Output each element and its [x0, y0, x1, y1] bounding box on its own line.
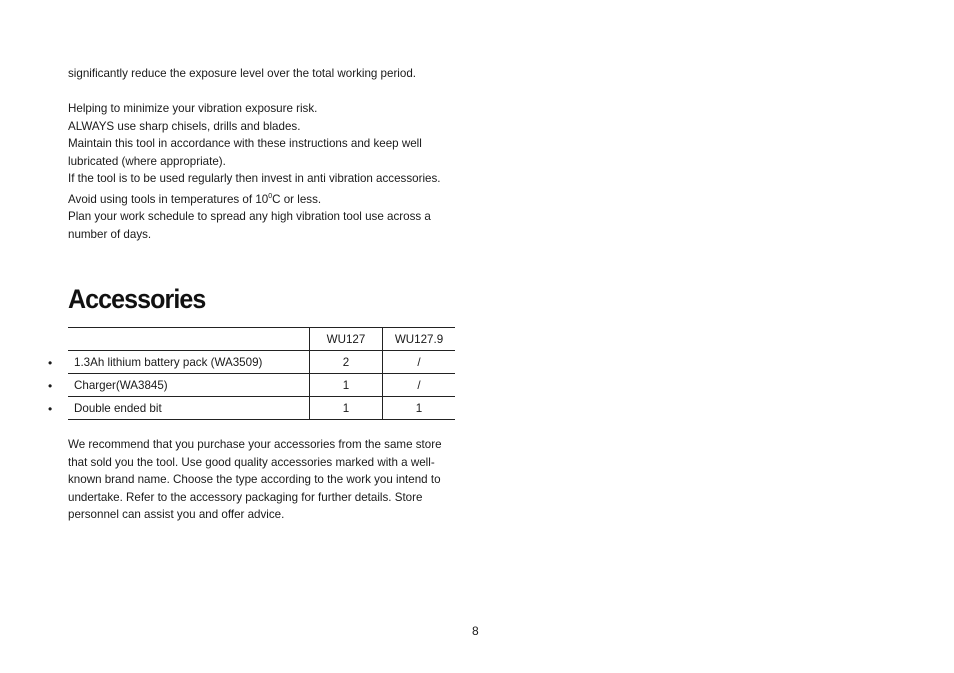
page-number: 8 — [472, 624, 479, 638]
header-cell-wu127: WU127 — [310, 328, 383, 351]
section-title: Accessories — [68, 284, 206, 315]
recommendation-text: We recommend that you purchase your accessories from the same store that sold you the tool. Use good quality accessories marked with a well-known brand name. Choose the type according to the work you intend to undertake. Refer to the accessory packaging for further details. Store personnel can assist you and offer advice. — [68, 438, 442, 522]
degree-sign: 0 — [268, 192, 273, 200]
tip-line: Helping to minimize your vibration exposure risk. — [68, 102, 318, 115]
header-cell-wu1279: WU127.9 — [383, 328, 456, 351]
intro-text: significantly reduce the exposure level over the total working period. — [68, 67, 417, 80]
cell-item: Charger(WA3845) — [68, 374, 310, 397]
vibration-tips — [68, 100, 458, 244]
tip-temperature-before: Avoid using tools in temperatures of 10 — [68, 192, 269, 206]
cell-wu1279: 1 — [383, 397, 456, 420]
cell-item: Double ended bit — [68, 397, 310, 420]
tip-line: If the tool is to be used regularly then invest in anti vibration accessories. — [68, 172, 441, 186]
recommendation-paragraph — [68, 436, 448, 524]
tip-temperature-after: C or less. — [272, 192, 322, 206]
cell-wu127: 1 — [310, 374, 383, 397]
table-row — [68, 351, 455, 374]
table-header-row — [68, 328, 455, 351]
bullet: • — [48, 402, 53, 416]
tip-temperature — [68, 188, 458, 208]
tip-line: Maintain this tool in accordance with these instructions and keep well lubricated (where appropriate). — [68, 137, 422, 168]
cell-wu1279: / — [383, 374, 456, 397]
cell-wu127: 1 — [310, 397, 383, 420]
intro-paragraph — [68, 65, 458, 83]
tip-line: Plan your work schedule to spread any high vibration tool use across a number of days. — [68, 210, 431, 242]
tip-line: ALWAYS use sharp chisels, drills and blades. — [68, 119, 301, 133]
table-row — [68, 397, 455, 420]
bullet: • — [48, 356, 53, 370]
accessories-table-wrap — [68, 327, 455, 420]
cell-item: 1.3Ah lithium battery pack (WA3509) — [68, 351, 310, 374]
table-row — [68, 374, 455, 397]
cell-wu1279: / — [383, 351, 456, 374]
accessories-table — [68, 327, 455, 420]
cell-wu127: 2 — [310, 351, 383, 374]
bullet: • — [48, 379, 53, 393]
header-cell-item — [68, 328, 310, 351]
